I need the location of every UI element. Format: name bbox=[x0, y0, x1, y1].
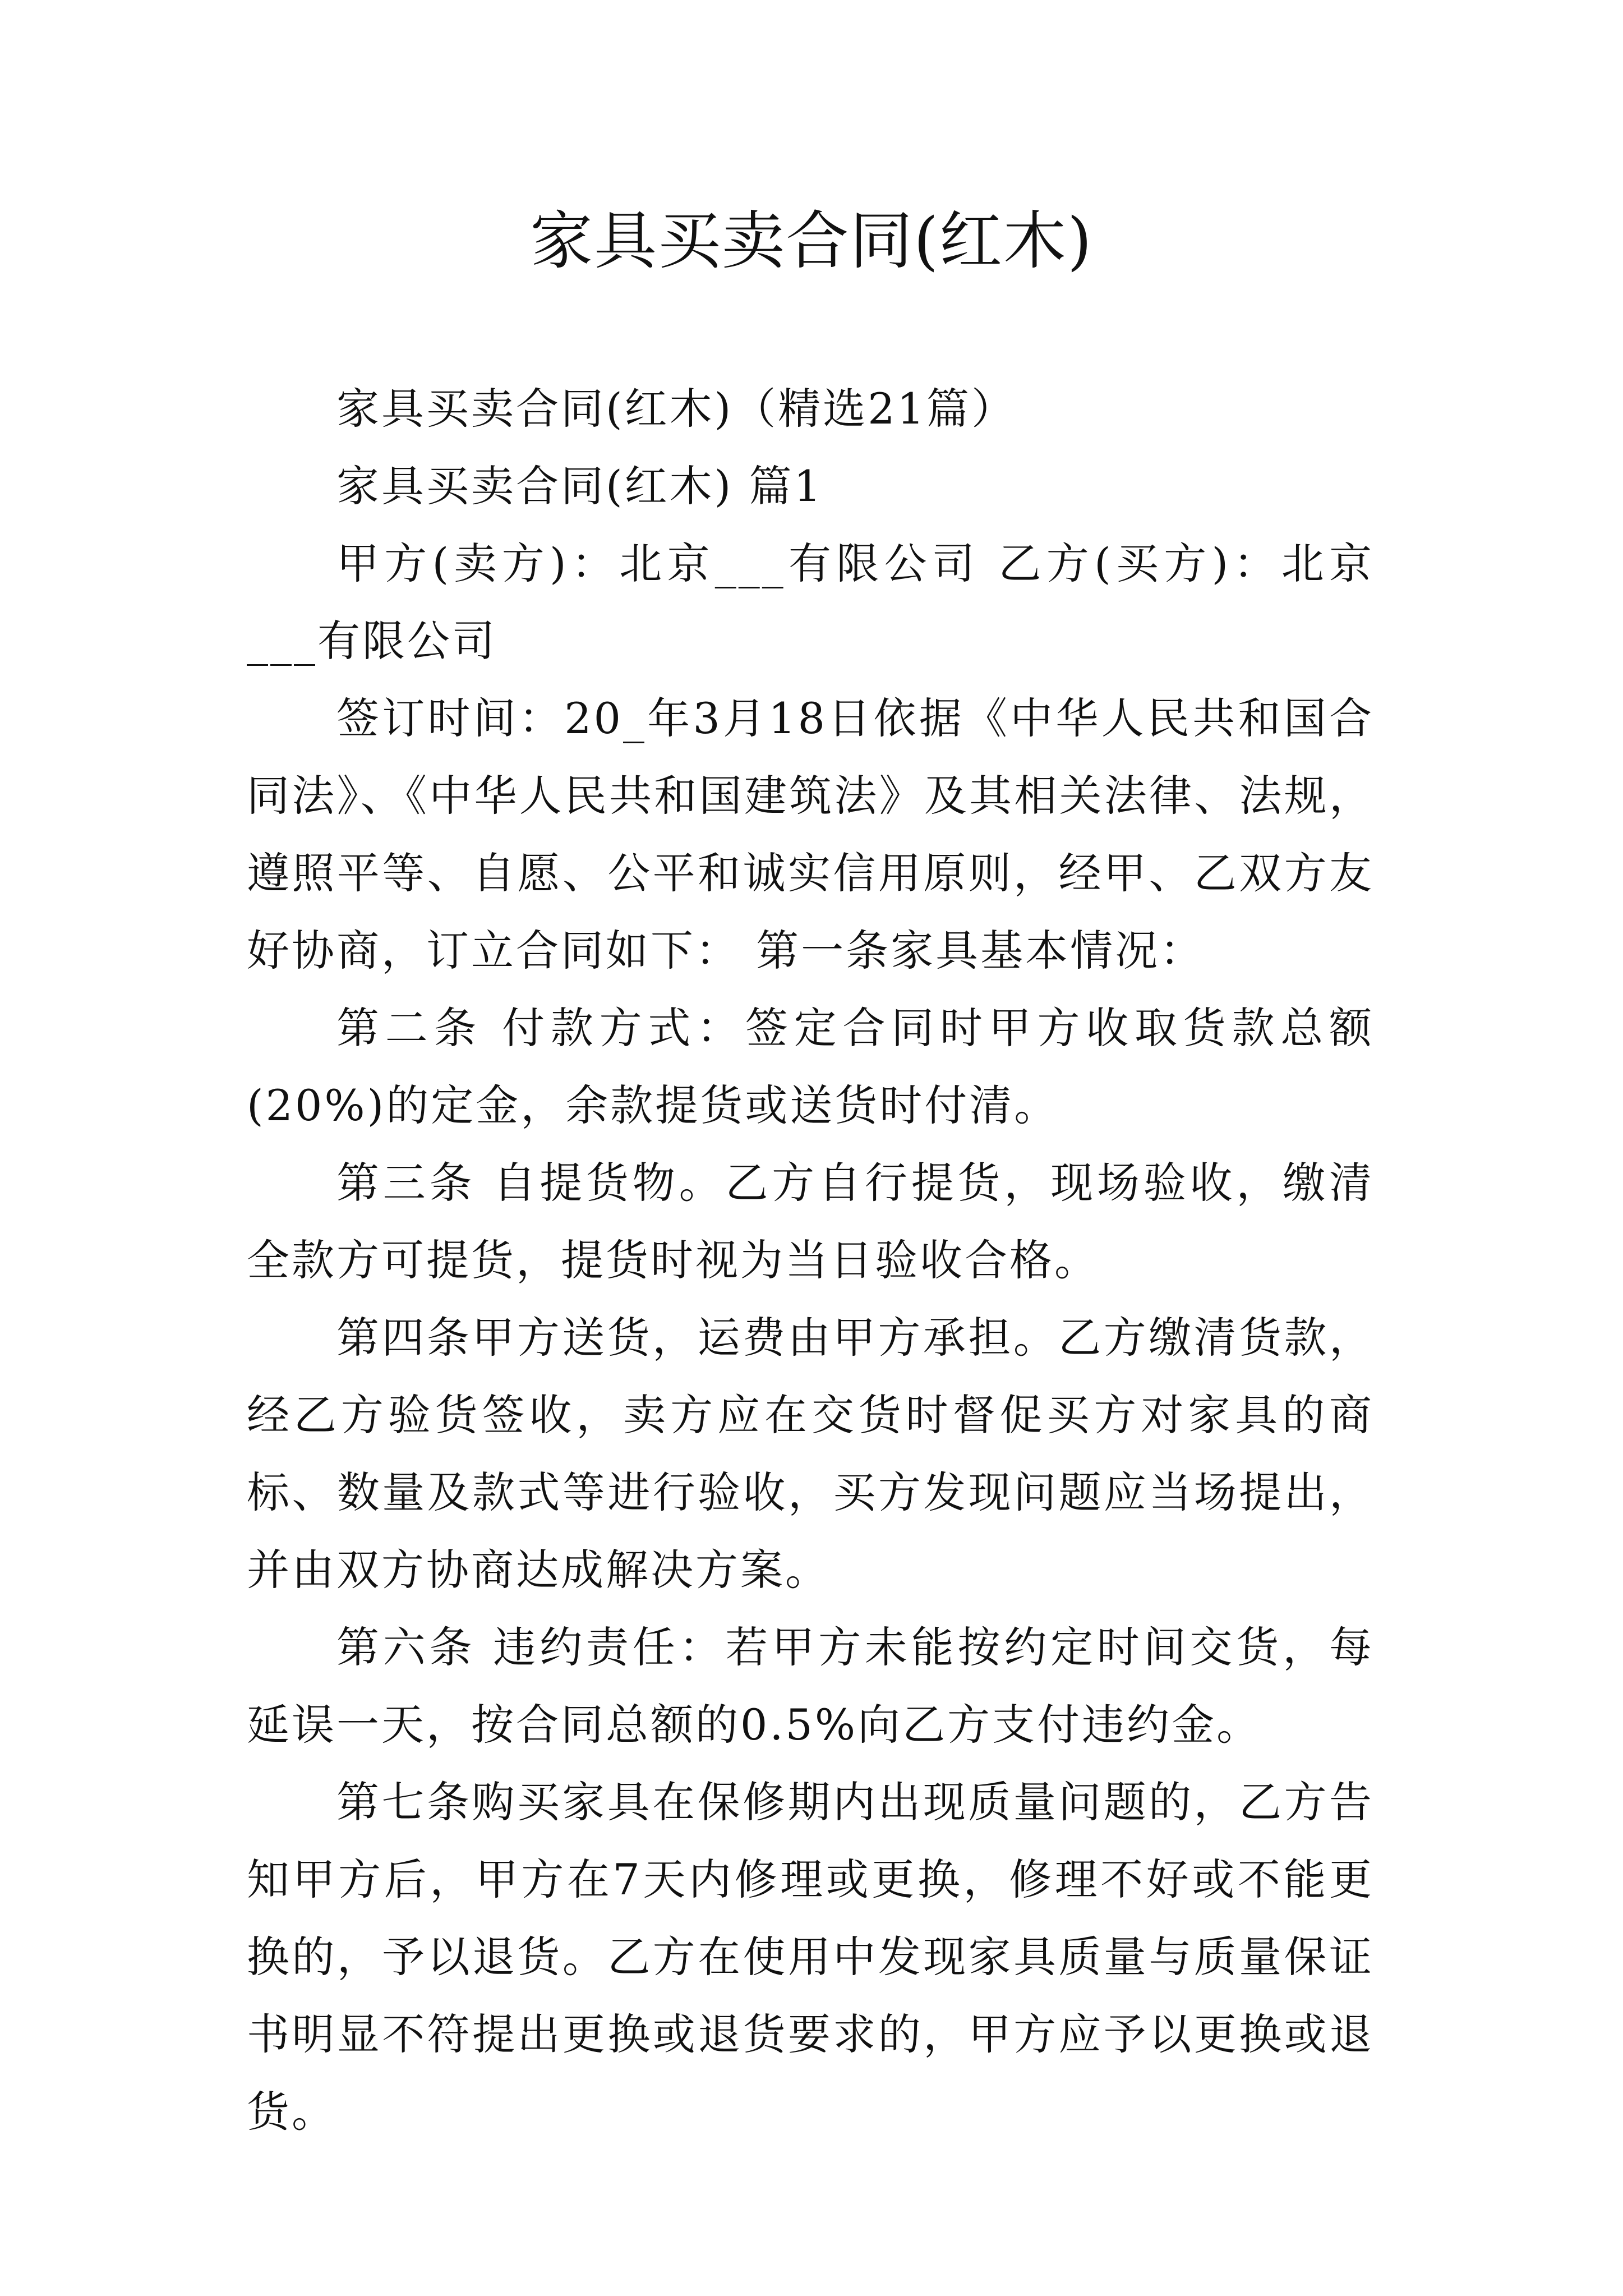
document-body bbox=[247, 370, 1374, 2151]
paragraph-section-heading: 家具买卖合同(红木) 篇1 bbox=[336, 461, 823, 511]
paragraph-subtitle: 家具买卖合同(红木)（精选21篇） bbox=[336, 384, 1017, 434]
paragraph-parties: 甲方(卖方)：北京___有限公司 乙方(买方)：北京___有限公司 bbox=[247, 539, 1374, 666]
paragraph-signing-basis: 签订时间：20_年3月18日依据《中华人民共和国合同法》、《中华人民共和国建筑法》及其相关法律、法规，遵照平等、自愿、公平和诚实信用原则，经甲、乙双方友好协商，订立合同如下： 第一条家具基本情况： bbox=[247, 693, 1374, 976]
paragraph-article-7-warranty: 第七条购买家具在保修期内出现质量问题的，乙方告知甲方后，甲方在7天内修理或更换，修理不好或不能更换的，予以退货。乙方在使用中发现家具质量与质量保证书明显不符提出更换或退货要求的，甲方应予以更换或退货。 bbox=[247, 1777, 1374, 2137]
paragraph-article-2-payment: 第二条 付款方式：签定合同时甲方收取货款总额(20%)的定金，余款提货或送货时付清。 bbox=[247, 1003, 1374, 1130]
paragraph-article-4-delivery: 第四条甲方送货，运费由甲方承担。乙方缴清货款，经乙方验货签收，卖方应在交货时督促买方对家具的商标、数量及款式等进行验收，买方发现问题应当场提出，并由双方协商达成解决方案。 bbox=[247, 1313, 1374, 1595]
paragraph-article-6-liability: 第六条 违约责任：若甲方未能按约定时间交货，每延误一天，按合同总额的0.5%向乙方支付违约金。 bbox=[247, 1622, 1374, 1750]
document-title: 家具买卖合同(红木) bbox=[530, 205, 1093, 278]
paragraph-article-3-pickup: 第三条 自提货物。乙方自行提货，现场验收，缴清全款方可提货，提货时视为当日验收合格。 bbox=[247, 1158, 1374, 1285]
